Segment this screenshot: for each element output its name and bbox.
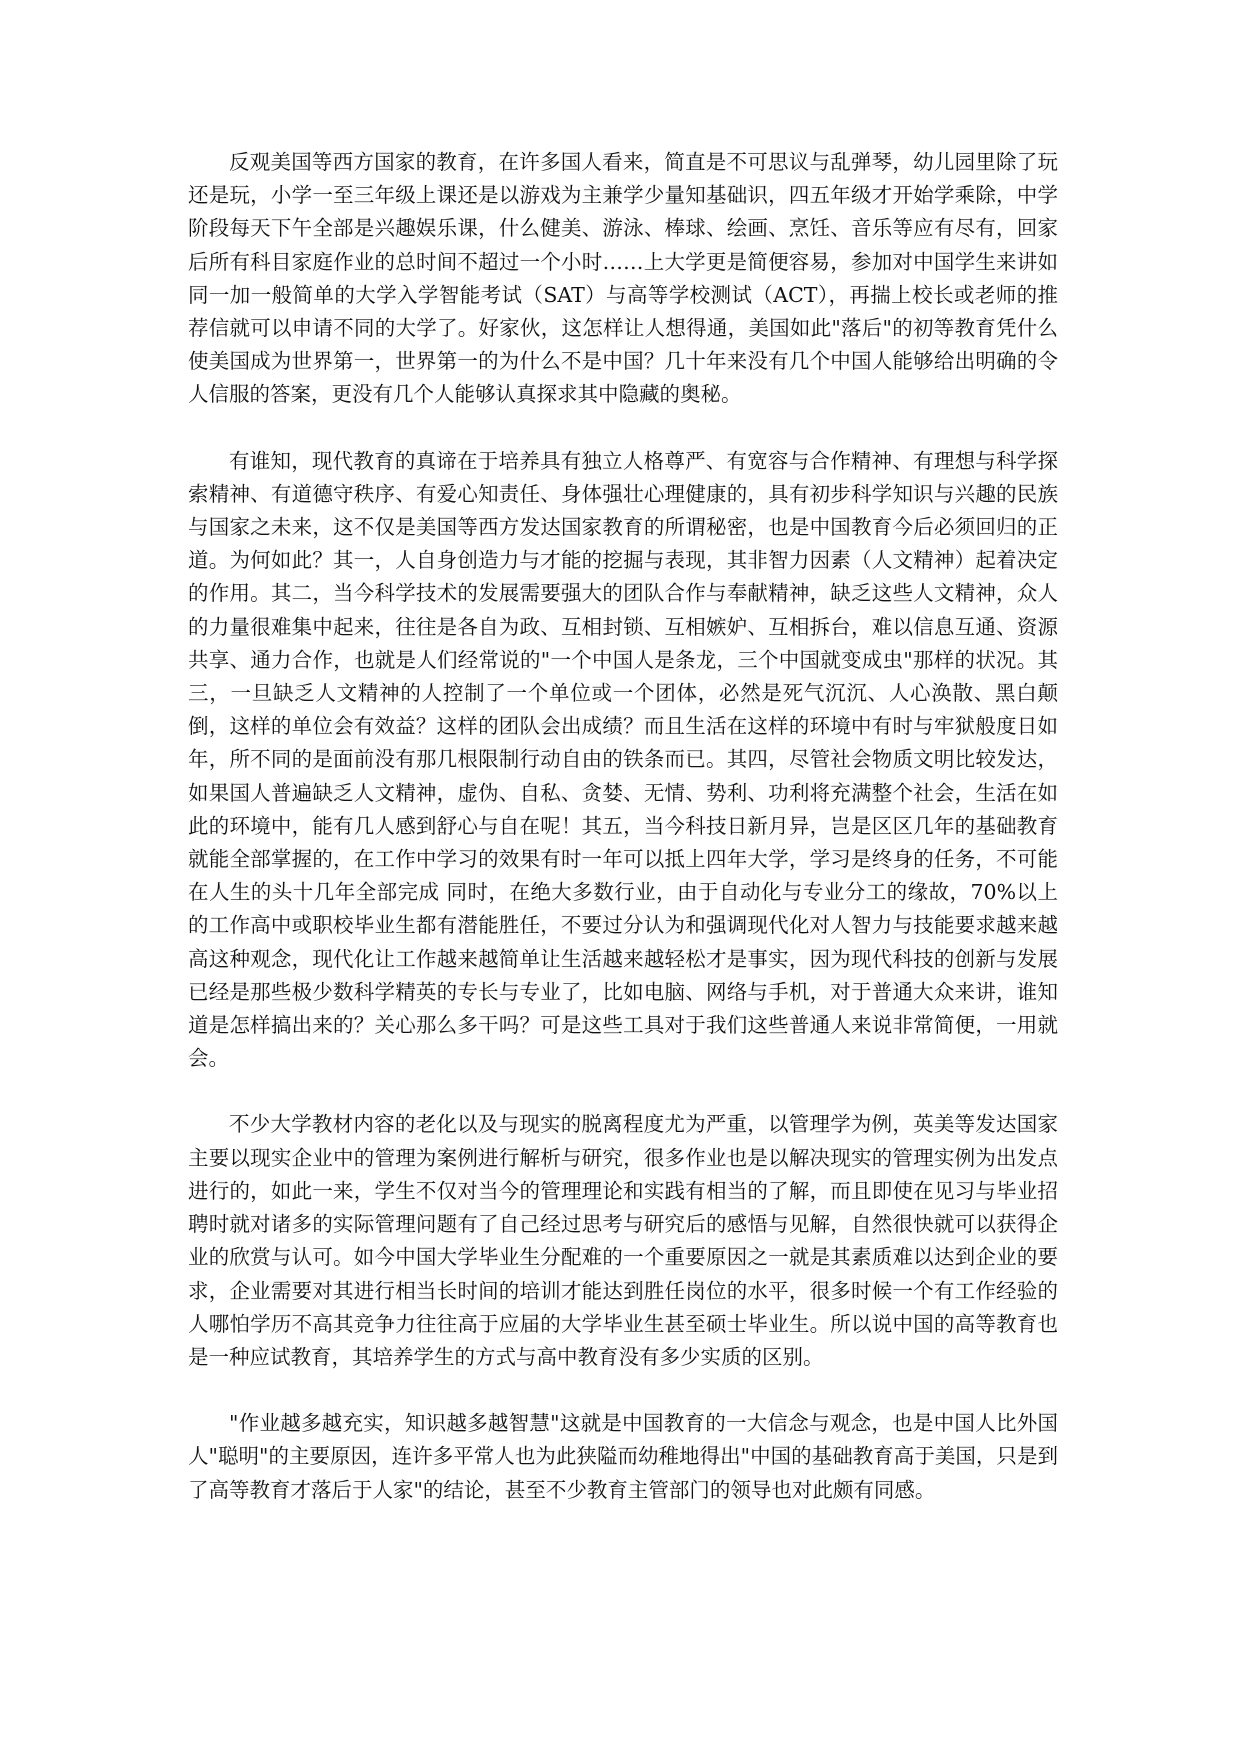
paragraph-4: "作业越多越充实，知识越多越智慧"这就是中国教育的一大信念与观念，也是中国人比外国人"聪明"的主要原因，连许多平常人也为此狭隘而幼稚地得出"中国的基础教育高于美国，只是到了高等教育才落后于人家"的结论，甚至不少教育主管部门的领导也对此颇有同感。 xyxy=(188,1411,1058,1502)
paragraph-3: 不少大学教材内容的老化以及与现实的脱离程度尤为严重，以管理学为例，英美等发达国家主要以现实企业中的管理为案例进行解析与研究，很多作业也是以解决现实的管理实例为出发点进行的，如此一来，学生不仅对当今的管理理论和实践有相当的了解，而且即使在见习与毕业招聘时就对诸多的实际管理问题有了自己经过思考与研究后的感悟与见解，自然很快就可以获得企业的欣赏与认可。如今中国大学毕业生分配难的一个重要原因之一就是其素质难以达到企业的要求，企业需要对其进行相当长时间的培训才能达到胜任岗位的水平，很多时候一个有工作经验的人哪怕学历不高其竞争力往往高于应届的大学毕业生甚至硕士毕业生。所以说中国的高等教育也是一种应试教育，其培养学生的方式与高中教育没有多少实质的区别。 xyxy=(188,1112,1058,1369)
paragraph-2: 有谁知，现代教育的真谛在于培养具有独立人格尊严、有宽容与合作精神、有理想与科学探索精神、有道德守秩序、有爱心知责任、身体强壮心理健康的，具有初步科学知识与兴趣的民族与国家之未来，这不仅是美国等西方发达国家教育的所谓秘密，也是中国教育今后必须回归的正道。为何如此？其一，人自身创造力与才能的挖掘与表现，其非智力因素（人文精神）起着决定的作用。其二，当今科学技术的发展需要强大的团队合作与奉献精神，缺乏这些人文精神，众人的力量很难集中起来，往往是各自为政、互相封锁、互相嫉妒、互相拆台，难以信息互通、资源共享、通力合作，也就是人们经常说的"一个中国人是条龙，三个中国就变成虫"那样的状况。其三，一旦缺乏人文精神的人控制了一个单位或一个团体，必然是死气沉沉、人心涣散、黑白颠倒，这样的单位会有效益？这样的团队会出成绩？而且生活在这样的环境中有时与牢狱般度日如年，所不同的是面前没有那几根限制行动自由的铁条而已。其四，尽管社会物质文明比较发达，如果国人普遍缺乏人文精神，虚伪、自私、贪婪、无情、势利、功利将充满整个社会，生活在如此的环境中，能有几人感到舒心与自在呢！其五，当今科技日新月异，岂是区区几年的基础教育就能全部掌握的，在工作中学习的效果有时一年可以抵上四年大学，学习是终身的任务，不可能在人生的头十几年全部完成 同时，在绝大多数行业，由于自动化与专业分工的缘故，70%以上的工作高中或职校毕业生都有潜能胜任，不要过分认为和强调现代化对人智力与技能要求越来越高这种观念，现代化让工作越来越简单让生活越来越轻松才是事实，因为现代科技的创新与发展已经是那些极少数科学精英的专长与专业了，比如电脑、网络与手机，对于普通大众来讲，谁知道是怎样搞出来的？关心那么多干吗？可是这些工具对于我们这些普通人来说非常简便，一用就会。 xyxy=(188,448,1058,1071)
paragraph-1: 反观美国等西方国家的教育，在许多国人看来，简直是不可思议与乱弹琴，幼儿园里除了玩还是玩，小学一至三年级上课还是以游戏为主兼学少量知基础识，四五年级才开始学乘除，中学阶段每天下午全部是兴趣娱乐课，什么健美、游泳、棒球、绘画、烹饪、音乐等应有尽有，回家后所有科目家庭作业的总时间不超过一个小时……上大学更是简便容易，参加对中国学生来讲如同一加一般简单的大学入学智能考试（SAT）与高等学校测试（ACT），再揣上校长或老师的推荐信就可以申请不同的大学了。好家伙，这怎样让人想得通，美国如此"落后"的初等教育凭什么使美国成为世界第一，世界第一的为什么不是中国？几十年来没有几个中国人能够给出明确的令人信服的答案，更没有几个人能够认真探求其中隐藏的奥秘。 xyxy=(188,150,1058,407)
document-body xyxy=(188,146,1058,1540)
